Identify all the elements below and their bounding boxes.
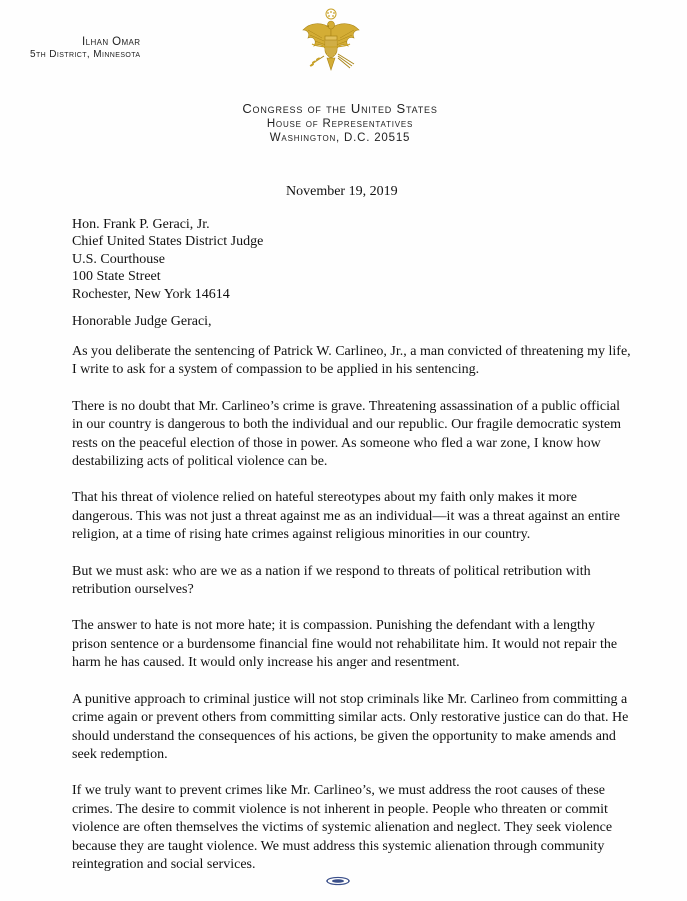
recipient-line: Hon. Frank P. Geraci, Jr.	[72, 217, 210, 232]
body-paragraph: That his threat of violence relied on hateful stereotypes about my faith only makes it more dangerous. This was not just a threat against me as an individual—it was a threat against an entire religion, at a time of rising hate crimes against religious minorities in our country.	[72, 490, 620, 543]
body-paragraph: The answer to hate is not more hate; it is compassion. Punishing the defendant with a lengthy prison sentence or a burdensome financial fine would not rehabilitate him. It would not repair the harm he has caused. It would only increase his anger and resentment.	[72, 618, 618, 671]
recipient-address	[72, 216, 263, 303]
body-paragraph: But we must ask: who are we as a nation if we respond to threats of political retribution with retribution ourselves?	[72, 563, 591, 598]
letterhead-address: Washington, D.C. 20515	[269, 132, 411, 144]
body-paragraph: There is no doubt that Mr. Carlineo’s crime is grave. Threatening assassination of a public official in our country is dangerous to both the individual and our republic. Our fragile democratic system rests on the peaceful election of those in power. As someone who fled a war zone, I know how destabilizing acts of political violence can be.	[72, 398, 621, 470]
letterhead-house: House of Representatives	[266, 118, 414, 130]
recipient-line: Rochester, New York 14614	[72, 286, 230, 302]
recipient-line: 100 State Street	[72, 269, 161, 285]
letterhead	[200, 101, 480, 144]
sender-block	[30, 36, 140, 60]
body-paragraph: If we truly want to prevent crimes like Mr. Carlineo’s, we must address the root causes of these crimes. The desire to commit violence is not inherent in people. People who threaten or commit violence are often themselves the victims of systemic alienation and neglect. They seek violence because they are taught violence. We must address this systemic alienation through community reintegration and social services.	[72, 783, 613, 872]
salutation: Honorable Judge Geraci,	[72, 314, 212, 329]
recycled-paper-mark-icon	[325, 876, 351, 886]
letterhead-congress: Congress of the United States	[242, 101, 438, 116]
sender-district: 5th District, Minnesota	[30, 49, 141, 60]
sender-name: Ilhan Omar	[82, 36, 141, 48]
eagle-seal-icon	[300, 8, 362, 82]
body-paragraph: A punitive approach to criminal justice will not stop criminals like Mr. Carlineo from committing a crime again or prevent others from committing similar acts. Only restorative justice can do that. He should understand the consequences of his actions, be given the opportunity to make amends and seek redemption.	[72, 691, 629, 762]
recipient-line: U.S. Courthouse	[72, 251, 165, 267]
recipient-line: Chief United States District Judge	[72, 234, 264, 250]
letter-body	[72, 343, 632, 892]
letter-date: November 19, 2019	[286, 184, 398, 199]
body-paragraph: As you deliberate the sentencing of Patrick W. Carlineo, Jr., a man convicted of threatening my life, I write to ask for a system of compassion to be applied in his sentencing.	[72, 344, 631, 378]
